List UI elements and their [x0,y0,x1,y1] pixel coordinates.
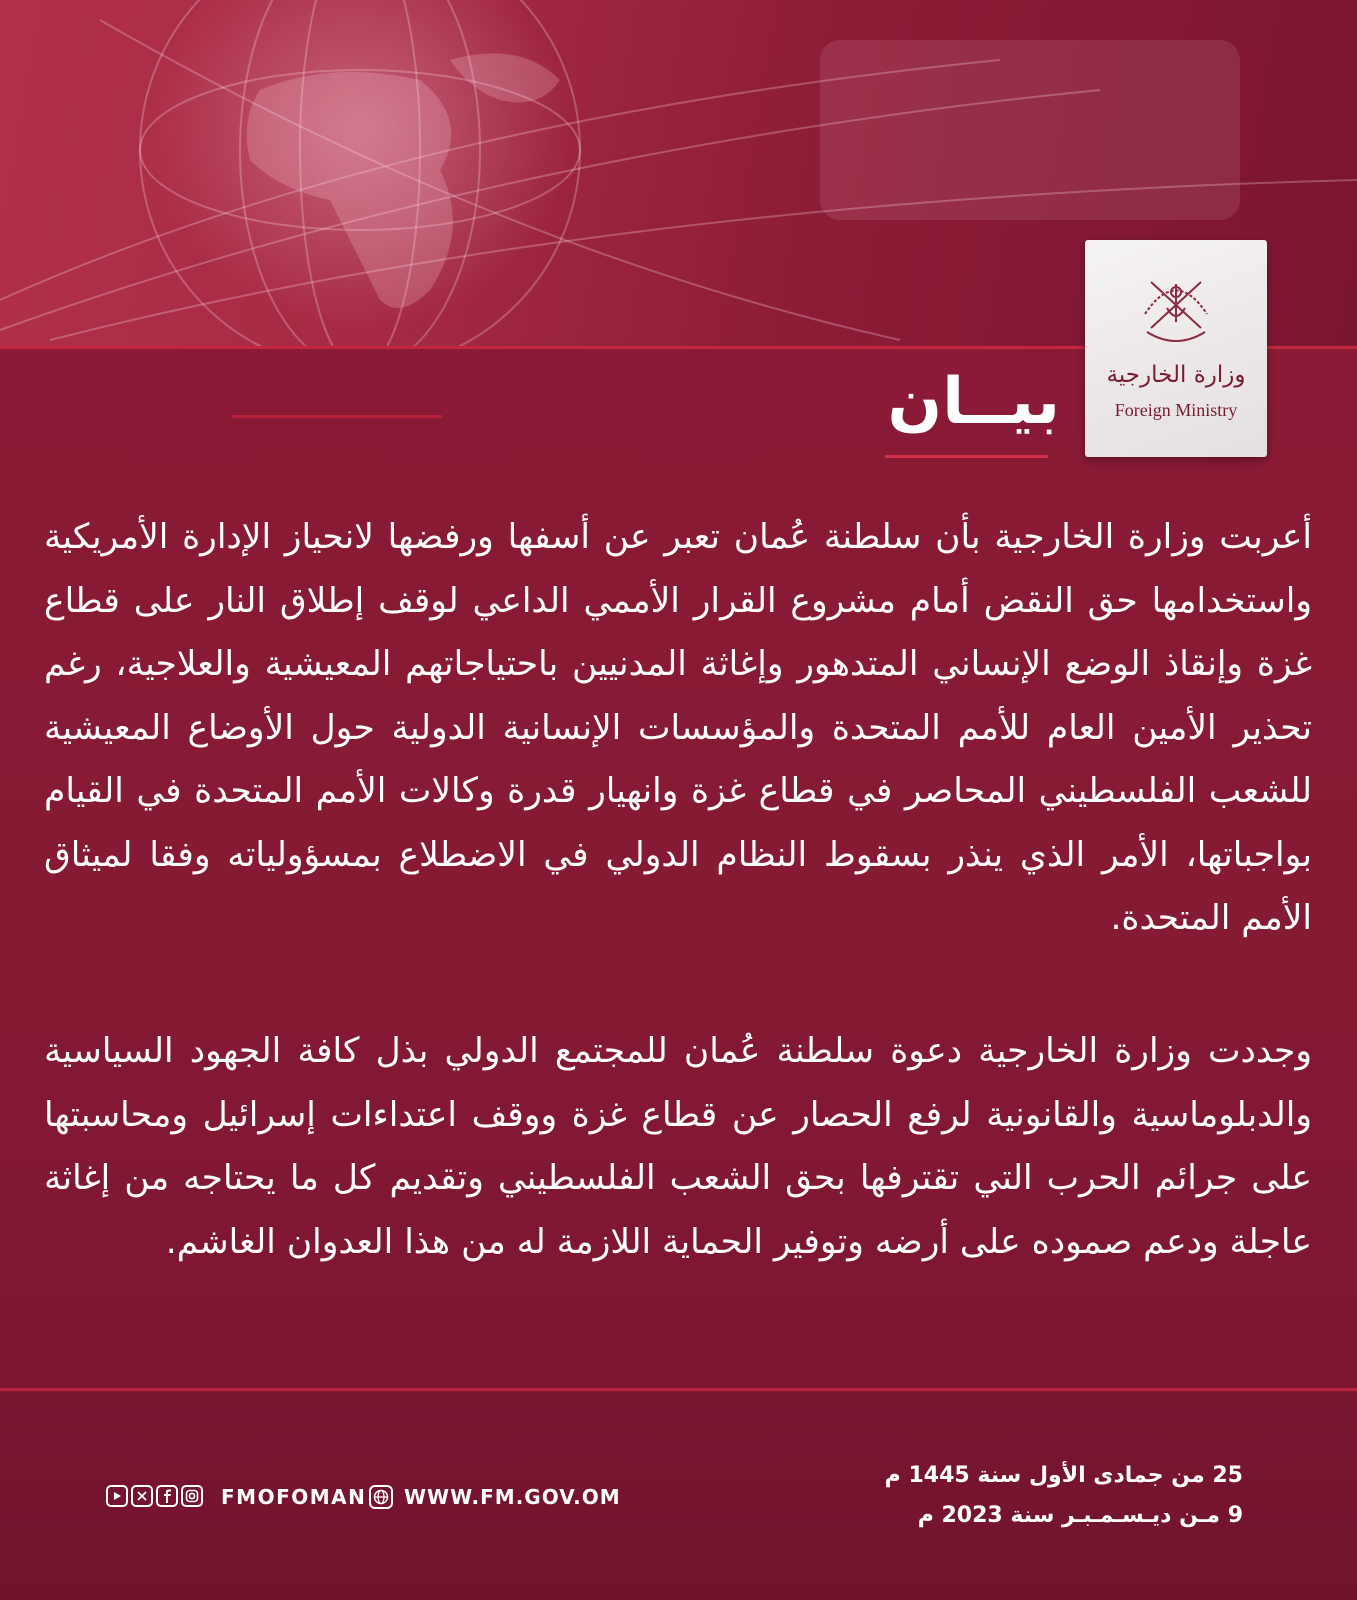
social-handle[interactable]: FMOFOMAN [221,1485,367,1509]
statement-paragraph-1: أعربت وزارة الخارجية بأن سلطنة عُمان تعبر عن أسفها ورفضها لانحياز الإدارة الأمريكية واستخدامها حق النقض أمام مشروع القرار الأممي الداعي لوقف إطلاق النار على قطاع غزة وإنقاذ الوضع الإنساني المتدهور وإغاثة المدنيين باحتياجاتهم المعيشية والعلاجية، رغم تحذير الأمين العام للأمم المتحدة والمؤسسات الإنسانية الدولية حول الأوضاع المعيشية للشعب الفلسطيني المحاصر في قطاع غزة وانهيار قدرة وكالات الأمم المتحدة في القيام بواجباتها، الأمر الذي ينذر بسقوط النظام الدولي في الاضطلاع بمسؤولياته وفقا لميثاق الأمم المتحدة. [44,517,1312,938]
globe-icon [369,1485,393,1509]
logo-arabic-text: وزارة الخارجية [1106,362,1246,388]
instagram-icon[interactable] [181,1485,203,1507]
accent-line [232,415,442,418]
ministry-logo [1085,240,1267,457]
social-icons [106,1484,203,1508]
footer-background [0,1392,1357,1600]
date-hijri: 25 من جمادى الأول سنة 1445 م [884,1463,1243,1488]
statement-paragraph-2: وجددت وزارة الخارجية دعوة سلطنة عُمان للمجتمع الدولي بذل كافة الجهود السياسية والدبلوماسية والقانونية لرفع الحصار عن قطاع غزة ووقف اعتداءات إسرائيل ومحاسبتها على جرائم الحرب التي تقترفها بحق الشعب الفلسطيني وتقديم كل ما يحتاجه من إغاثة عاجلة ودعم صموده على أرضه وتوفير الحماية اللازمة له من هذا العدوان الغاشم. [44,1031,1312,1262]
x-icon[interactable] [131,1485,153,1507]
facebook-icon[interactable] [156,1485,178,1507]
footer-divider [0,1388,1357,1391]
page-title: بيــان [887,365,1060,439]
title-underline [885,455,1048,458]
oman-emblem-icon [1133,262,1219,348]
website-link[interactable]: WWW.FM.GOV.OM [404,1485,621,1509]
youtube-icon[interactable] [106,1485,128,1507]
date-gregorian: 9 مـن ديـسـمـبـر سنة 2023 م [917,1503,1243,1528]
logo-english-text: Foreign Ministry [1114,400,1238,420]
